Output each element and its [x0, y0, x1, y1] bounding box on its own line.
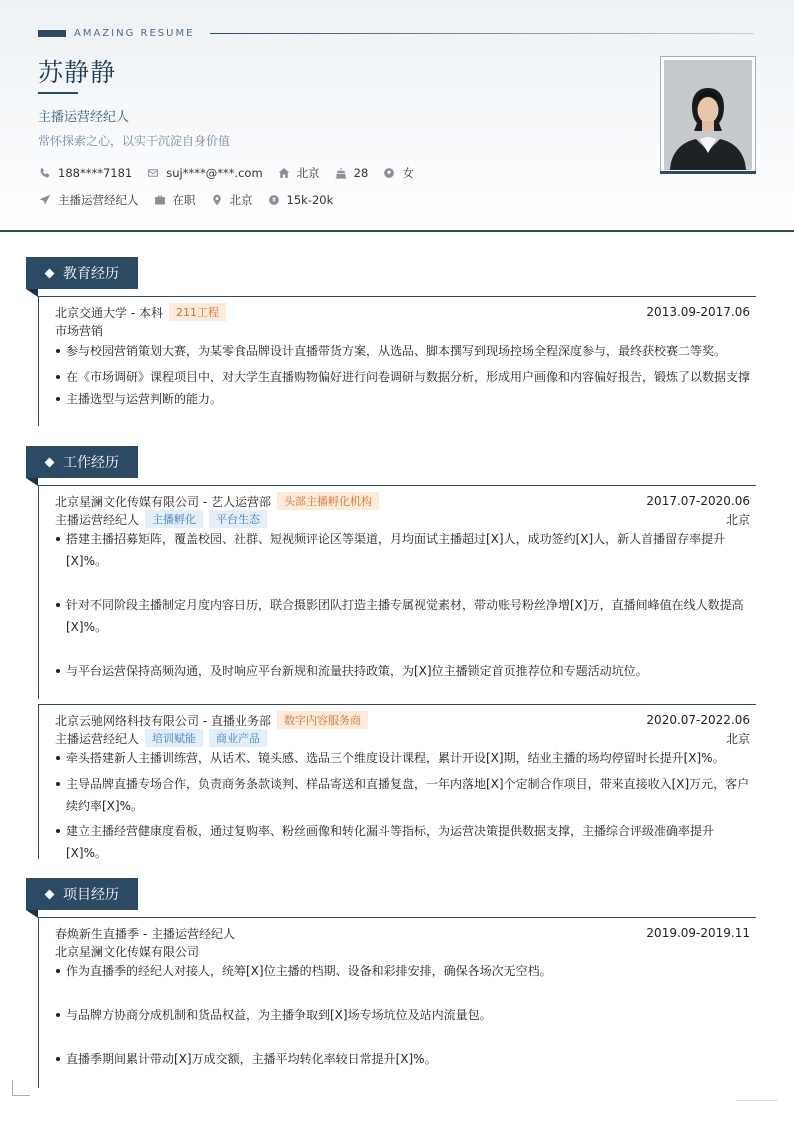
contact-city	[277, 165, 320, 181]
intent-city-value: 北京	[229, 193, 253, 207]
intent-city	[210, 192, 253, 208]
section-education-header	[26, 257, 138, 289]
work-2-tag: 数字内容服务商	[277, 711, 368, 729]
work-1-skill-1: 主播孵化	[145, 510, 203, 528]
education-tag: 211工程	[169, 303, 226, 321]
project-company: 北京星澜文化传媒有限公司	[55, 944, 200, 959]
contact-phone	[38, 166, 132, 180]
project-date: 2019.09-2019.11	[646, 926, 750, 940]
diamond-icon	[45, 889, 55, 899]
education-date: 2013.09-2017.06	[646, 305, 750, 319]
work-1-company: 北京星澜文化传媒有限公司 - 艺人运营部	[55, 494, 271, 509]
brand-row	[38, 27, 754, 41]
work-1-skill-2: 平台生态	[209, 510, 267, 528]
phone-icon	[38, 166, 52, 180]
education-major: 市场营销	[55, 323, 104, 338]
diamond-icon	[45, 268, 55, 278]
brand-bar	[38, 30, 66, 37]
briefcase-icon	[153, 193, 167, 207]
intent-row	[38, 191, 347, 209]
intent-position	[38, 192, 139, 208]
intent-status-value: 在职	[172, 193, 196, 207]
resume-header	[0, 0, 794, 232]
section-project-header	[26, 878, 138, 910]
work-2-location: 北京	[725, 731, 750, 746]
project-entry	[38, 917, 756, 1088]
cake-icon	[334, 166, 348, 180]
job-title: 主播运营经纪人	[38, 110, 130, 125]
education-major-row	[55, 321, 750, 339]
education-school: 北京交通大学 - 本科	[55, 305, 163, 320]
corner-mark-left	[12, 1080, 30, 1096]
work-1-location: 北京	[725, 512, 750, 527]
work-2-bullet-3: 建立主播经营健康度看板，通过复购率、粉丝画像和转化漏斗等指标，为运营决策提供数据支撑，主播综合评级准确率提升[X]%。	[55, 820, 750, 864]
profile-photo	[664, 60, 752, 170]
work-1-bullet-1: 搭建主播招募矩阵，覆盖校园、社群、短视频评论区等渠道，月均面试主播超过[X]人，成功签约[X]人，新人首播留存率提升	[55, 528, 750, 550]
work-2-role-row	[55, 729, 750, 747]
education-bullet-1: 参与校园营销策划大赛，为某零食品牌设计直播带货方案，从选品、脚本撰写到现场控场全程深度参与，最终获校赛二等奖。	[55, 340, 750, 362]
contact-gender	[382, 165, 414, 181]
candidate-name: 苏静静	[38, 58, 117, 87]
gender-icon	[382, 166, 396, 180]
work-1-bullet-2-cont	[55, 616, 750, 638]
work-2-bullet-2-cont-text: 续约率[X]%。	[66, 799, 143, 813]
work-1-role: 主播运营经纪人	[55, 512, 140, 527]
brand-text: AMAZING RESUME	[74, 28, 195, 39]
project-bullet-2: 与品牌方协商分成机制和货品权益，为主播争取到[X]场专场坑位及站内流量包。	[55, 1004, 750, 1026]
section-work-header	[26, 446, 138, 478]
work-1-bullet-3: 与平台运营保持高频沟通，及时响应平台新规和流量扶持政策，为[X]位主播锁定首页推荐位和专题活动坑位。	[55, 660, 750, 682]
work-1-date: 2017.07-2020.06	[646, 494, 750, 508]
city-value: 北京	[296, 166, 320, 180]
location-pin-icon	[210, 193, 224, 207]
work-2-skill-1: 培训赋能	[145, 729, 203, 747]
work-1-role-row	[55, 510, 750, 528]
intent-position-value: 主播运营经纪人	[58, 193, 139, 207]
work-2-company: 北京云驰网络科技有限公司 - 直播业务部	[55, 713, 271, 728]
work-1-bullet-2: 针对不同阶段主播制定月度内容日历，联合摄影团队打造主播专属视觉素材，带动账号粉丝净增[X]万，直播间峰值在线人数提高	[55, 594, 750, 616]
education-bullet-2: 在《市场调研》课程项目中，对大学生直播购物偏好进行问卷调研与数据分析，形成用户画像和内容偏好报告，锻炼了以数据支撑	[55, 366, 750, 388]
education-bullet-2-cont-text: 主播选型与运营判断的能力。	[66, 392, 223, 406]
education-bullet-2-cont	[55, 388, 750, 410]
home-icon	[277, 166, 291, 180]
project-heading	[55, 924, 750, 942]
brand-line	[210, 33, 754, 34]
diamond-icon	[45, 457, 55, 467]
age-value: 28	[353, 166, 369, 180]
project-bullet-1: 作为直播季的经纪人对接人，统筹[X]位主播的档期、设备和彩排安排，确保各场次无空档。	[55, 960, 750, 982]
email-value: suj****@***.com	[166, 166, 263, 180]
gender-value: 女	[402, 166, 414, 180]
mail-icon	[146, 166, 160, 180]
project-name: 春焕新生直播季 - 主播运营经纪人	[55, 926, 235, 941]
profile-photo-frame	[660, 56, 756, 174]
work-1-bullet-1-cont-text: [X]%。	[66, 554, 107, 568]
send-icon	[38, 193, 52, 207]
education-heading	[55, 303, 750, 321]
section-work-title: 工作经历	[63, 455, 119, 471]
section-project-title: 项目经历	[63, 887, 119, 903]
work-2-bullet-1: 牵头搭建新人主播训练营，从话术、镜头感、选品三个维度设计课程，累计开设[X]期，结业主播的场均停留时长提升[X]%。	[55, 747, 750, 769]
work-2-bullet-2: 主导品牌直播专场合作，负责商务条款谈判、样品寄送和直播复盘，一年内落地[X]个定制合作项目，带来直接收入[X]万元，客户	[55, 773, 750, 795]
work-1-tag: 头部主播孵化机构	[277, 492, 379, 510]
work-1-heading	[55, 492, 750, 510]
work-2-date: 2020.07-2022.06	[646, 713, 750, 727]
intent-salary-value: 15k-20k	[286, 193, 334, 207]
work-1-bullet-2-cont-text: [X]%。	[66, 620, 107, 634]
phone-value: 188****7181	[58, 166, 133, 180]
work-2-skill-2: 商业产品	[209, 729, 267, 747]
contact-email	[146, 166, 262, 180]
contact-row	[38, 164, 428, 182]
intent-salary	[267, 193, 334, 207]
contact-age	[334, 166, 369, 180]
project-company-row	[55, 942, 750, 960]
motto: 常怀探索之心，以实干沉淀自身价值	[38, 134, 231, 148]
photo-accent-bar	[660, 171, 756, 174]
intent-status	[153, 192, 196, 208]
work-1-bullet-1-cont	[55, 550, 750, 572]
work-2-bullet-2-cont	[55, 795, 750, 817]
corner-mark-right	[736, 1100, 778, 1101]
name-underline	[38, 92, 78, 94]
education-entry	[38, 296, 756, 426]
work-2-heading	[55, 711, 750, 729]
work-entry-2	[38, 704, 756, 859]
section-education-title: 教育经历	[63, 266, 119, 282]
work-entry-1	[38, 485, 756, 699]
work-2-role: 主播运营经纪人	[55, 731, 140, 746]
project-bullet-3: 直播季期间累计带动[X]万成交额，主播平均转化率较日常提升[X]%。	[55, 1048, 750, 1070]
salary-icon	[267, 193, 281, 207]
